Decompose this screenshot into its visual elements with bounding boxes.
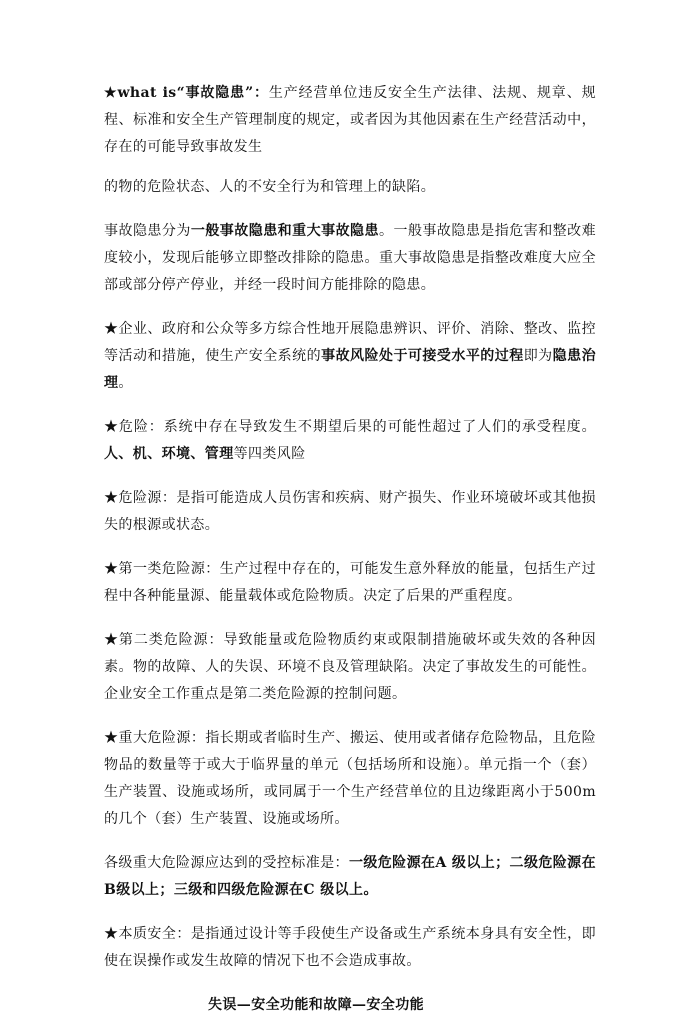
paragraph-p9 — [104, 725, 596, 833]
text-run: ★第二类危险源：导致能量或危险物质约束或限制措施破坏或失效的各种因素。物的故障、人的失误、环境不良及管理缺陷。决定了事故发生的可能性。企业安全工作重点是第二类危险源的控制问题。 — [104, 632, 596, 702]
text-run: 事故隐患分为 — [104, 223, 191, 239]
paragraph-p5 — [104, 414, 596, 468]
text-run: 生产经营单位违反安全生产法律、法规、规章、规程、标准和安全生产管理制度的规定，或者因为其他因素在生产经营活动中，存在的可能导致事故发生 — [104, 85, 596, 155]
paragraph-p8 — [104, 627, 596, 708]
text-run: 。 — [118, 375, 133, 391]
text-run: ★企业、政府和公众等多方综合性地开展隐患辨识、评价、消除、整改、监控等活动和措施，使生产安全系统的 — [104, 321, 596, 364]
paragraph-p2 — [104, 174, 596, 201]
bold-text: 一般事故隐患和重大事故隐患 — [190, 223, 379, 239]
bold-text: 一级危险源在A 级以上；二级危险源在B级以上；三级和四级危险源在C 级以上。 — [104, 855, 596, 898]
paragraph-p10 — [104, 850, 596, 904]
text-run: ★危险源：是指可能造成人员伤害和疾病、财产损失、作业环境破坏或其他损失的根源或状态。 — [104, 490, 596, 533]
bold-text: ★what is“事故隐患”： — [104, 85, 269, 101]
text-run: ★本质安全：是指通过设计等手段使生产设备或生产系统本身具有安全性，即使在误操作或发生故障的情况下也不会造成事故。 — [104, 926, 596, 969]
text-run: 。一般事故隐患是指危害和整改难度较小，发现后能够立即整改排除的隐患。重大事故隐患是指整改难度大应全部或部分停产停业，并经一段时间方能排除的隐患。 — [104, 223, 597, 293]
text-run: 各级重大危险源应达到的受控标准是： — [104, 855, 349, 871]
bold-text: 隐患治理 — [104, 348, 597, 391]
paragraph-p11 — [104, 921, 596, 975]
text-run: ★危险：系统中存在导致发生不期望后果的可能性超过了人们的承受程度。 — [104, 419, 596, 435]
text-run: 等四类风险 — [233, 446, 306, 462]
paragraph-p4 — [104, 316, 596, 397]
paragraph-p7 — [104, 556, 596, 610]
bold-text: 人、机、环境、管理 — [104, 446, 234, 462]
section-title: 失误—安全功能和故障—安全功能 — [208, 997, 424, 1013]
text-run: 的物的危险状态、人的不安全行为和管理上的缺陷。 — [104, 179, 436, 195]
paragraph-p3 — [104, 218, 596, 299]
document-body — [104, 80, 596, 975]
bold-text: 事故风险处于可接受水平的过程 — [321, 348, 524, 364]
text-run: ★第一类危险源：生产过程中存在的，可能发生意外释放的能量，包括生产过程中各种能量源、能量载体或危险物质。决定了后果的严重程度。 — [104, 561, 596, 604]
paragraph-p1 — [104, 80, 596, 161]
text-run: 即为 — [523, 348, 553, 364]
text-run: ★重大危险源：指长期或者临时生产、搬运、使用或者储存危险物品，且危险物品的数量等于或大于临界量的单元（包括场所和设施）。单元指一个（套）生产装置、设施或场所，或同属于一个生产经营单位的且边缘距离小于500m 的几个（套）生产装置、设施或场所。 — [104, 730, 596, 827]
paragraph-p6 — [104, 485, 596, 539]
